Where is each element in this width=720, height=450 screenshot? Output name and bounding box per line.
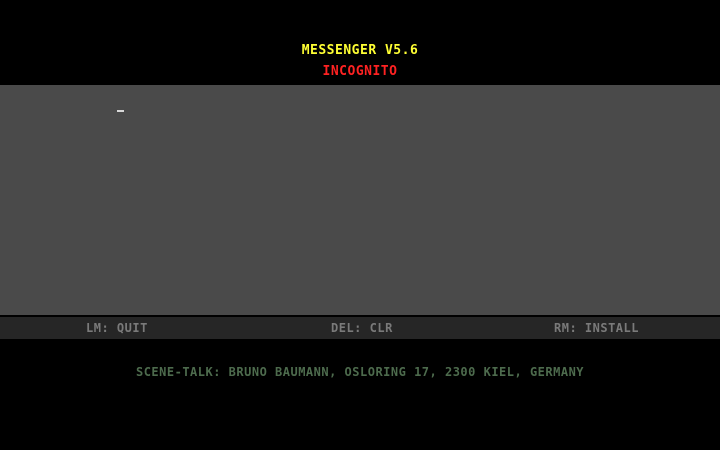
command-bar bbox=[0, 317, 720, 339]
app-title: MESSENGER V5.6 bbox=[301, 43, 419, 58]
credits-footer: SCENE-TALK: BRUNO BAUMANN, OSLORING 17, 2300 KIEL, GERMANY bbox=[135, 365, 585, 379]
install-command[interactable]: RM: INSTALL bbox=[554, 321, 639, 335]
mode-subtitle: INCOGNITO bbox=[322, 64, 398, 79]
message-input-area[interactable] bbox=[0, 85, 720, 315]
quit-command[interactable]: LM: QUIT bbox=[86, 321, 148, 335]
text-cursor bbox=[117, 110, 124, 112]
clear-command[interactable]: DEL: CLR bbox=[331, 321, 393, 335]
